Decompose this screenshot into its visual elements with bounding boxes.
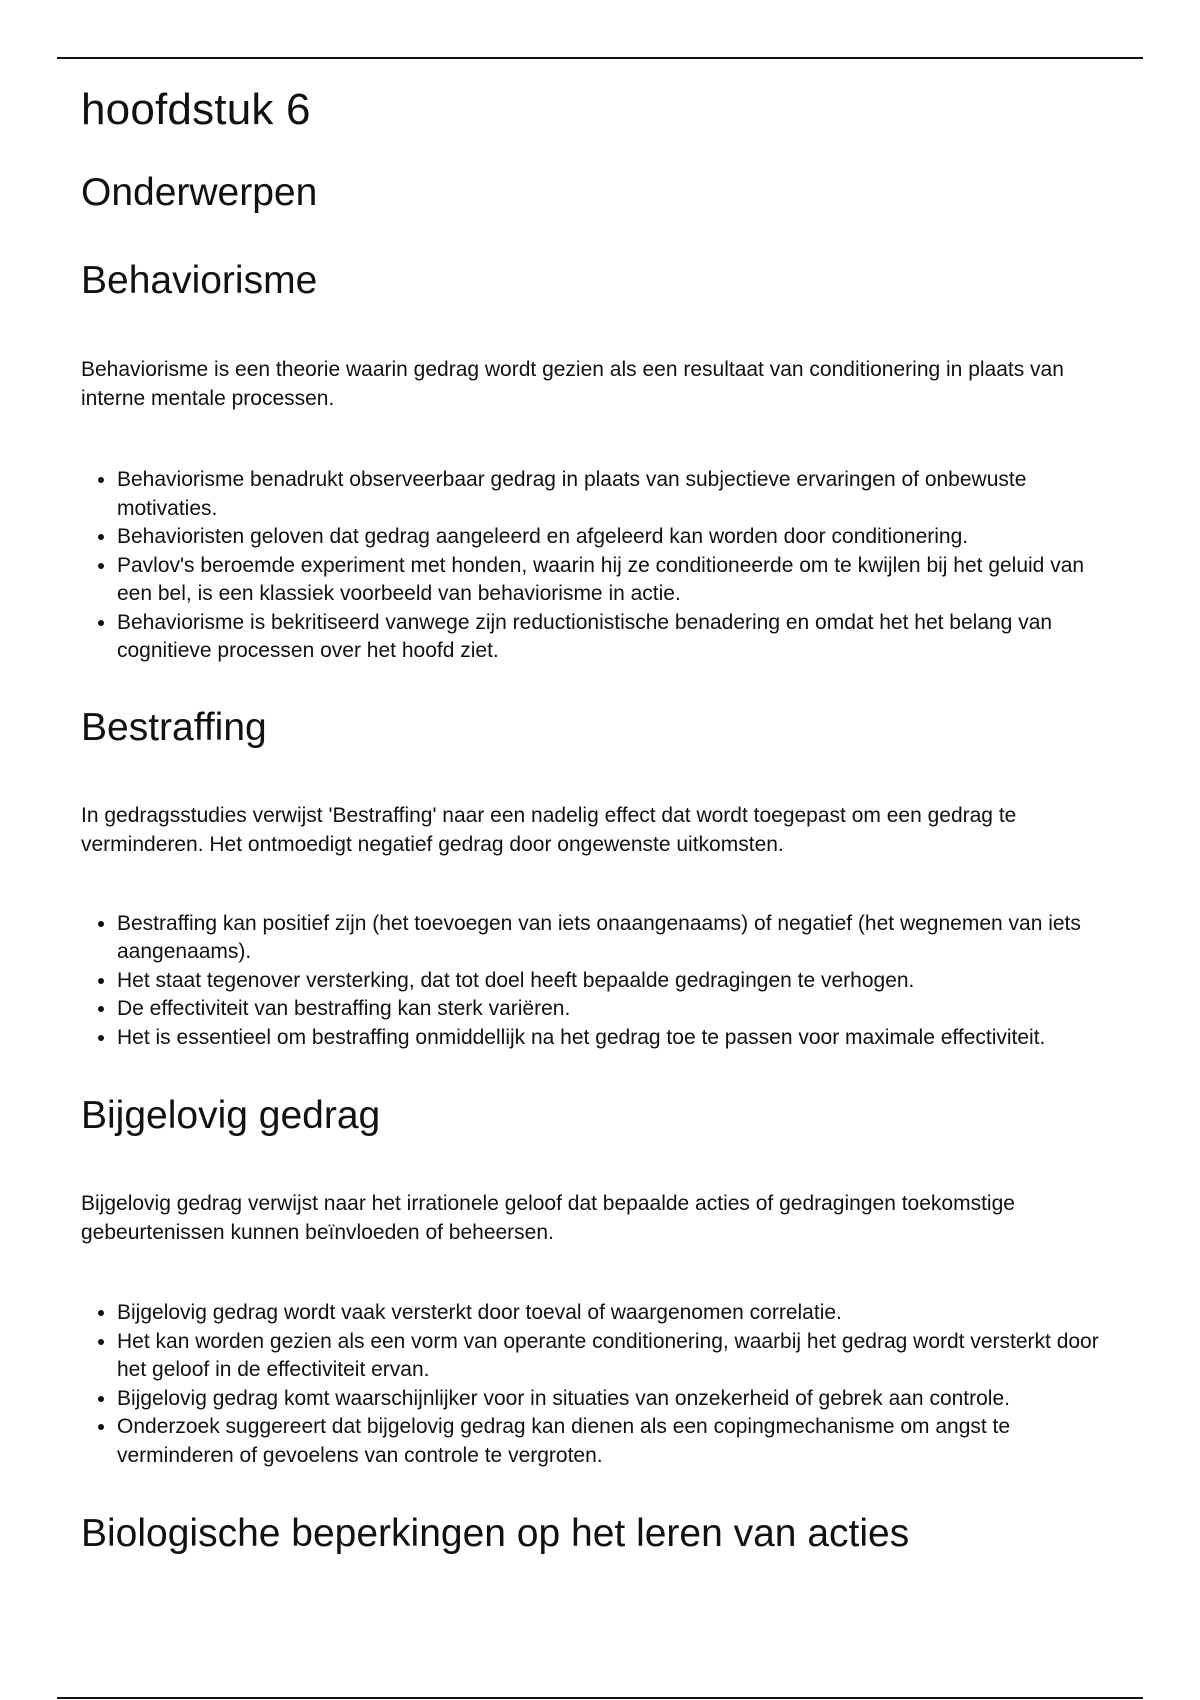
bottom-divider xyxy=(57,1697,1143,1699)
list-item: • Bestraffing kan positief zijn (het toevoegen van iets onaangenaams) of negatief (het wegnemen van iets aangenaams). xyxy=(117,910,1121,967)
list-item: • Onderzoek suggereert dat bijgelovig gedrag kan dienen als een copingmechanisme om angst te verminderen of gevoelens van controle te vergroten. xyxy=(117,1413,1121,1470)
bullet-list xyxy=(81,910,1121,1053)
list-item: • Behavioristen geloven dat gedrag aangeleerd en afgeleerd kan worden door conditionering. xyxy=(117,523,1121,552)
list-item: • Het staat tegenover versterking, dat tot doel heeft bepaalde gedragingen te verhogen. xyxy=(117,967,1121,996)
section-heading: Bestraffing xyxy=(81,705,267,749)
list-item: • Behaviorisme is bekritiseerd vanwege zijn reductionistische benadering en omdat het het belang van cognitieve processen over het hoofd ziet. xyxy=(117,609,1121,666)
list-item: • Bijgelovig gedrag komt waarschijnlijker voor in situaties van onzekerheid of gebrek aan controle. xyxy=(117,1385,1121,1414)
top-divider xyxy=(57,57,1143,59)
section-intro: Behaviorisme is een theorie waarin gedrag wordt gezien als een resultaat van conditionering in plaats van interne mentale processen. xyxy=(81,358,1064,410)
list-item: • Pavlov's beroemde experiment met honden, waarin hij ze conditioneerde om te kwijlen bij het geluid van een bel, is een klassiek voorbeeld van behaviorisme in actie. xyxy=(117,552,1121,609)
section-biologische-beperkingen xyxy=(81,1508,1121,1560)
list-item: • Het kan worden gezien als een vorm van operante conditionering, waarbij het gedrag wordt versterkt door het geloof in de effectiviteit ervan. xyxy=(117,1328,1121,1385)
list-item: • De effectiviteit van bestraffing kan sterk variëren. xyxy=(117,995,1121,1024)
list-item: • Bijgelovig gedrag wordt vaak versterkt door toeval of waargenomen correlatie. xyxy=(117,1299,1121,1328)
section-bijgelovig-gedrag xyxy=(81,1090,1121,1470)
section-heading: Behaviorisme xyxy=(81,259,318,302)
bullet-list xyxy=(81,1299,1121,1470)
section-intro: In gedragsstudies verwijst 'Bestraffing' naar een nadelig effect dat wordt toegepast om een gedrag te verminderen. Het ontmoedigt negatief gedrag door ongewenste uitkomsten. xyxy=(81,803,1017,856)
section-heading: Biologische beperkingen op het leren van acties xyxy=(81,1512,910,1555)
list-item: • Behaviorisme benadrukt observeerbaar gedrag in plaats van subjectieve ervaringen of onbewuste motivaties. xyxy=(117,466,1121,523)
document-body xyxy=(81,80,1121,1560)
page-title: hoofdstuk 6 xyxy=(81,85,311,134)
section-behaviorisme xyxy=(81,255,1121,666)
list-item: • Het is essentieel om bestraffing onmiddellijk na het gedrag toe te passen voor maximale effectiviteit. xyxy=(117,1024,1121,1053)
section-bestraffing xyxy=(81,702,1121,1053)
section-intro: Bijgelovig gedrag verwijst naar het irrationele geloof dat bepaalde acties of gedragingen toekomstige gebeurtenissen kunnen beïnvloeden of beheersen. xyxy=(81,1192,1015,1244)
section-heading: Bijgelovig gedrag xyxy=(81,1094,381,1137)
topics-heading: Onderwerpen xyxy=(81,171,318,214)
bullet-list xyxy=(81,466,1121,666)
